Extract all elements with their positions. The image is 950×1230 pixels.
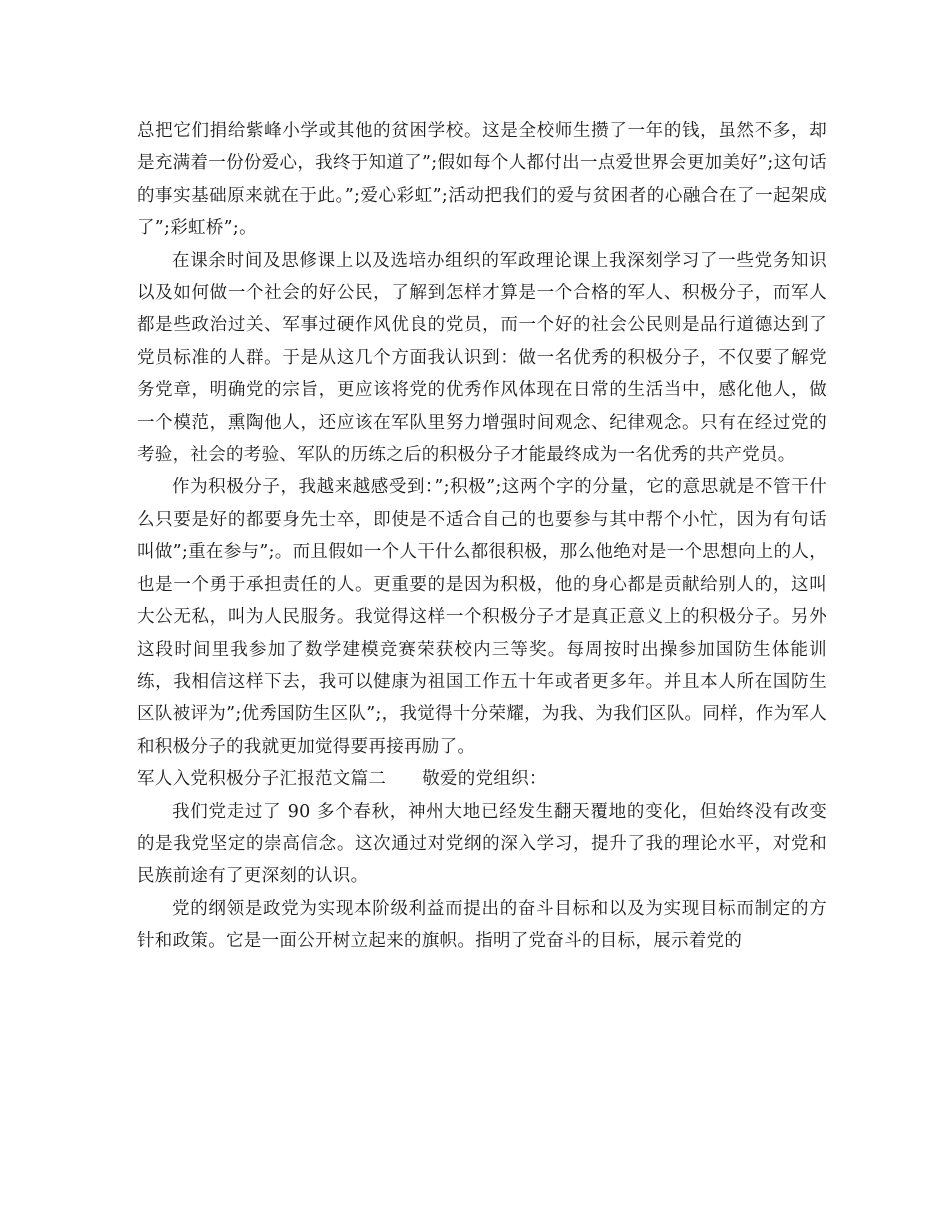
paragraph-4: 我们党走过了 90 多个春秋，神州大地已经发生翻天覆地的变化，但始终没有改变的是我党坚定的崇高信念。这次通过对党纲的深入学习，提升了我的理论水平，对党和民族前途有了更深刻的认识。 <box>137 801 827 887</box>
paragraph-5: 党的纲领是政党为实现本阶级利益而提出的奋斗目标和以及为实现目标而制定的方针和政策。它是一面公开树立起来的旗帜。指明了党奋斗的目标，展示着党的 <box>137 898 827 952</box>
document-body <box>137 115 827 958</box>
paragraph-2: 在课余时间及思修课上以及选培办组织的军政理论课上我深刻学习了一些党务知识以及如何做一个社会的好公民，了解到怎样才算是一个合格的军人、积极分子，而军人都是些政治过关、军事过硬作风优良的党员，而一个好的社会公民则是品行道德达到了党员标准的人群。于是从这几个方面我认识到：做一名优秀的积极分子，不仅要了解党务党章，明确党的宗旨，更应该将党的优秀作风体现在日常的生活当中，感化他人，做一个模范，熏陶他人，还应该在军队里努力增强时间观念、纪律观念。只有在经过党的考验，社会的考验、军队的历练之后的积极分子才能最终成为一名优秀的共产党员。 <box>137 250 827 466</box>
section-heading <box>137 763 827 795</box>
paragraph-3: 作为积极分子，我越来越感受到：”;积极”;这两个字的分量，它的意思就是不管干什么只要是好的都要身先士卒，即使是不适合自己的也要参与其中帮个小忙，因为有句话叫做”;重在参与”;。而且假如一个人干什么都很积极，那么他绝对是一个思想向上的人，也是一个勇于承担责任的人。更重要的是因为积极，他的身心都是贡献给别人的，这叫大公无私，叫为人民服务。我觉得这样一个积极分子才是真正意义上的积极分子。另外这段时间里我参加了数学建模竞赛荣获校内三等奖。每周按时出操参加国防生体能训练，我相信这样下去，我可以健康为祖国工作五十年或者更多年。并且本人所在国防生区队被评为”;优秀国防生区队”;，我觉得十分荣耀，为我、为我们区队。同样，作为军人和积极分子的我就更加觉得要再接再励了。 <box>137 477 827 757</box>
section-title: 军人入党积极分子汇报范文篇二 <box>137 769 387 790</box>
salutation: 敬爱的党组织： <box>422 769 547 790</box>
paragraph-1: 总把它们捐给紫峰小学或其他的贫困学校。这是全校师生攒了一年的钱，虽然不多，却是充满着一份份爱心，我终于知道了”;假如每个人都付出一点爱世界会更加美好”;这句话的事实基础原来就在于此。”;爱心彩虹”;活动把我们的爱与贫困者的心融合在了一起架成了”;彩虹桥”;。 <box>137 121 827 239</box>
